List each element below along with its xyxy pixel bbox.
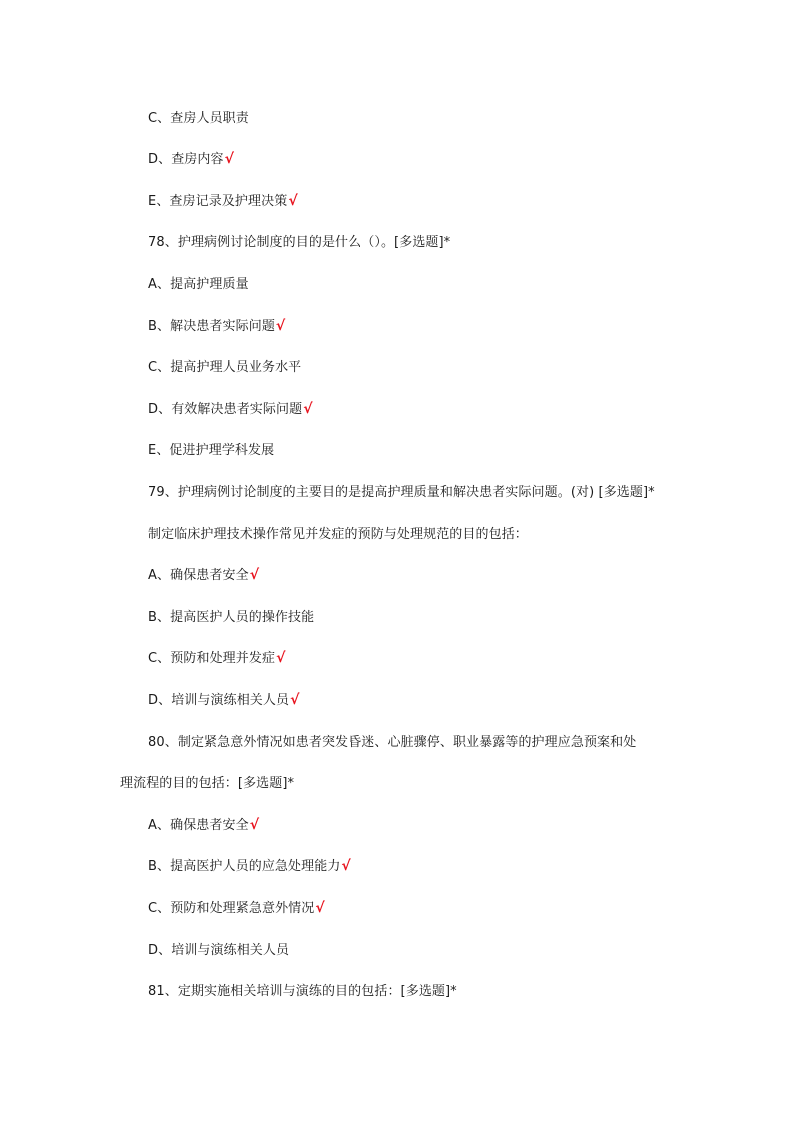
- option-line: [148, 275, 250, 294]
- option-line: [148, 109, 250, 128]
- option-line: [148, 192, 298, 211]
- line-text: 80、制定紧急意外情况如患者突发昏迷、心脏骤停、职业暴露等的护理应急预案和处: [148, 735, 637, 750]
- check-mark-icon: √: [303, 401, 313, 417]
- option-line: [148, 441, 275, 460]
- line-text: 理流程的目的包括：[多选题]*: [120, 776, 295, 791]
- line-text: B、解决患者实际问题: [148, 319, 275, 334]
- check-mark-icon: √: [288, 193, 298, 209]
- line-text: C、预防和处理紧急意外情况: [148, 901, 315, 916]
- option-line: [148, 816, 259, 835]
- line-text: 81、定期实施相关培训与演练的目的包括：[多选题]*: [148, 984, 457, 999]
- line-text: 78、护理病例讨论制度的目的是什么（）。[多选题]*: [148, 235, 451, 250]
- line-text: 79、护理病例讨论制度的主要目的是提高护理质量和解决患者实际问题。(对) [多选题]*: [148, 485, 655, 500]
- line-text: D、培训与演练相关人员: [148, 943, 290, 958]
- check-mark-icon: √: [224, 151, 235, 167]
- check-mark-icon: √: [275, 318, 286, 334]
- line-text: A、提高护理质量: [148, 277, 249, 292]
- option-line: [148, 941, 290, 960]
- line-text: A、确保患者安全: [148, 568, 249, 583]
- line-text: D、有效解决患者实际问题: [148, 402, 303, 417]
- option-line: [148, 649, 286, 668]
- line-text: B、提高医护人员的操作技能: [148, 610, 315, 625]
- check-mark-icon: √: [276, 650, 286, 666]
- line-text: B、提高医护人员的应急处理能力: [148, 859, 341, 874]
- line-text: E、促进护理学科发展: [148, 443, 275, 458]
- line-text: C、查房人员职责: [148, 111, 249, 126]
- check-mark-icon: √: [249, 567, 260, 583]
- option-line: [148, 150, 234, 169]
- line-text: C、预防和处理并发症: [148, 651, 276, 666]
- option-line: [148, 691, 300, 710]
- question-line: [148, 483, 656, 502]
- line-text: E、查房记录及护理决策: [148, 194, 288, 209]
- check-mark-icon: √: [290, 692, 300, 708]
- option-line: [148, 857, 351, 876]
- option-line: [148, 566, 259, 585]
- line-text: A、确保患者安全: [148, 818, 249, 833]
- option-line: [148, 608, 315, 627]
- question-line: [148, 982, 458, 1001]
- line-text: 制定临床护理技术操作常见并发症的预防与处理规范的目的包括：: [148, 527, 528, 542]
- option-line: [148, 358, 302, 377]
- option-line: [148, 400, 313, 419]
- question-line-continued: [120, 774, 295, 793]
- check-mark-icon: √: [315, 900, 325, 916]
- option-line: [148, 899, 325, 918]
- option-line: [148, 317, 285, 336]
- check-mark-icon: √: [341, 858, 351, 874]
- line-text: D、查房内容: [148, 152, 224, 167]
- line-text: C、提高护理人员业务水平: [148, 360, 302, 375]
- question-line: [148, 525, 529, 544]
- question-line: [148, 733, 637, 752]
- line-text: D、培训与演练相关人员: [148, 693, 290, 708]
- question-line: [148, 233, 451, 252]
- check-mark-icon: √: [249, 817, 260, 833]
